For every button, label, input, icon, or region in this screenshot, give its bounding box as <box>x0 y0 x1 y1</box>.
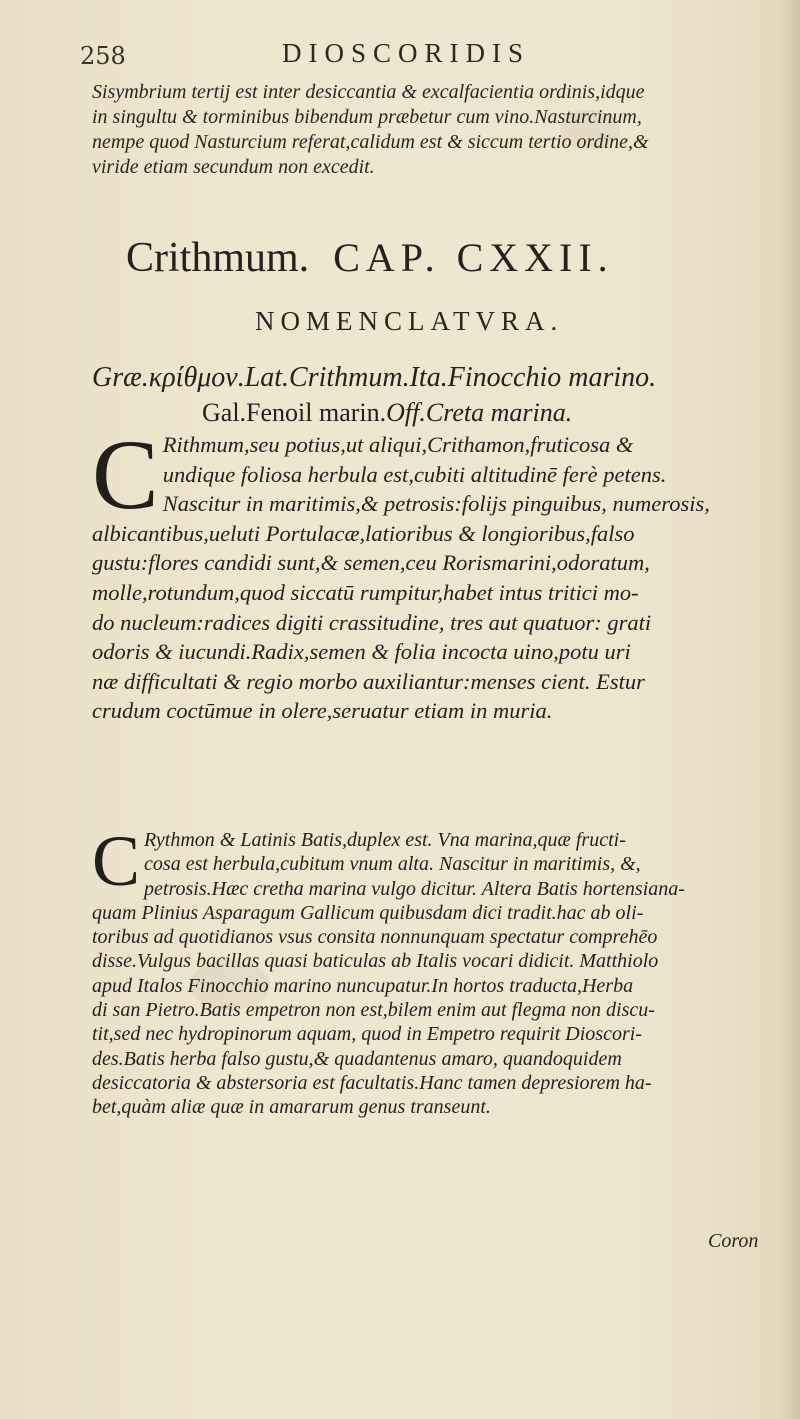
nomenclature-names <box>92 362 782 428</box>
text-line: tit,sed nec hydropinorum aquam, quod in Empetro requirit Dioscori- <box>92 1023 642 1046</box>
running-title: DIOSCORIDIS <box>282 38 531 68</box>
chapter-number: CAP. CXXII. <box>333 235 614 280</box>
text-line: undique foliosa herbula est,cubiti altitudinē ferè petens. <box>162 461 667 487</box>
chapter-title: Crithmum. <box>126 235 310 281</box>
text-line: petrosis.Hæc cretha marina vulgo dicitur. Altera Batis hortensiana- <box>144 877 685 900</box>
drop-capital: C <box>92 821 141 901</box>
text-line: bet,quàm aliæ quæ in amararum genus transeunt. <box>92 1096 491 1119</box>
text-line: apud Italos Finocchio marino nuncupatur.In hortos traducta,Herba <box>92 974 634 997</box>
text-line: odoris & iucundi.Radix,semen & folia incocta uino,potu uri <box>92 639 631 665</box>
section-heading: NOMENCLATVRA. <box>255 306 564 336</box>
text-line: di san Pietro.Batis empetron non est,bilem enim aut flegma non discu- <box>92 999 655 1022</box>
text-line: albicantibus,ueluti Portulacæ,latioribus & longioribus,falso <box>92 520 635 546</box>
page-header <box>0 34 800 74</box>
text-line: disse.Vulgus bacillas quasi baticulas ab Italis vocari didicit. Matthiolo <box>92 950 659 973</box>
page-gutter-shadow <box>778 0 800 1419</box>
names-line: Græ.κρίθμον.Lat.Crithmum.Ita.Finocchio marino. <box>92 362 657 393</box>
officinal-name: Off.Creta marina. <box>386 398 573 427</box>
text-line: viride etiam secundum non excedit. <box>92 156 375 178</box>
chapter-heading <box>126 234 746 282</box>
text-line: crudum coctūmue in olere,seruatur etiam in muria. <box>92 698 553 724</box>
text-line: Sisymbrium tertij est inter desiccantia & excalfacientia ordinis,idque <box>92 81 645 103</box>
text-line: molle,rotundum,quod siccatū rumpitur,habet intus tritici mo- <box>92 579 639 605</box>
text-line: do nucleum:radices digiti crassitudine, tres aut quatuor: grati <box>92 609 652 635</box>
text-line: næ difficultati & regio morbo auxiliantur:menses cient. Estur <box>92 668 645 694</box>
text-line: Rithmum,seu potius,ut aliqui,Crithamon,fruticosa & <box>162 432 634 457</box>
text-line: gustu:flores candidi sunt,& semen,ceu Rorismarini,odoratum, <box>92 550 650 576</box>
french-name: Gal.Fenoil marin. <box>202 398 387 427</box>
text-line: Rythmon & Latinis Batis,duplex est. Vna marina,quæ fructi- <box>144 829 626 851</box>
catchword: Coron <box>708 1230 759 1252</box>
text-line: quam Plinius Asparagum Gallicum quibusdam dici tradit.hac ab oli- <box>92 901 644 924</box>
text-line: cosa est herbula,cubitum vnum alta. Nascitur in maritimis, &, <box>144 853 641 876</box>
paragraph-commentary <box>92 821 772 1120</box>
drop-capital: C <box>92 419 159 530</box>
text-line: toribus ad quotidianos vsus consita nonnunquam spectatur comprehēo <box>92 926 658 949</box>
text-line: desiccatoria & abstersoria est facultatis.Hanc tamen depresiorem ha- <box>92 1071 652 1094</box>
text-line: nempe quod Nasturcium referat,calidum est & siccum tertio ordine,& <box>92 131 649 153</box>
text-line: Nascitur in maritimis,& petrosis:folijs pinguibus, numerosis, <box>162 491 710 517</box>
text-line: in singultu & torminibus bibendum præbetur cum vino.Nasturcinum, <box>92 106 642 128</box>
names-line <box>92 398 782 428</box>
intro-text <box>92 80 772 180</box>
paragraph-main <box>92 419 772 726</box>
text-line: des.Batis herba falso gustu,& quadantenus amaro, quandoquidem <box>92 1047 622 1070</box>
page-number: 258 <box>80 42 126 70</box>
